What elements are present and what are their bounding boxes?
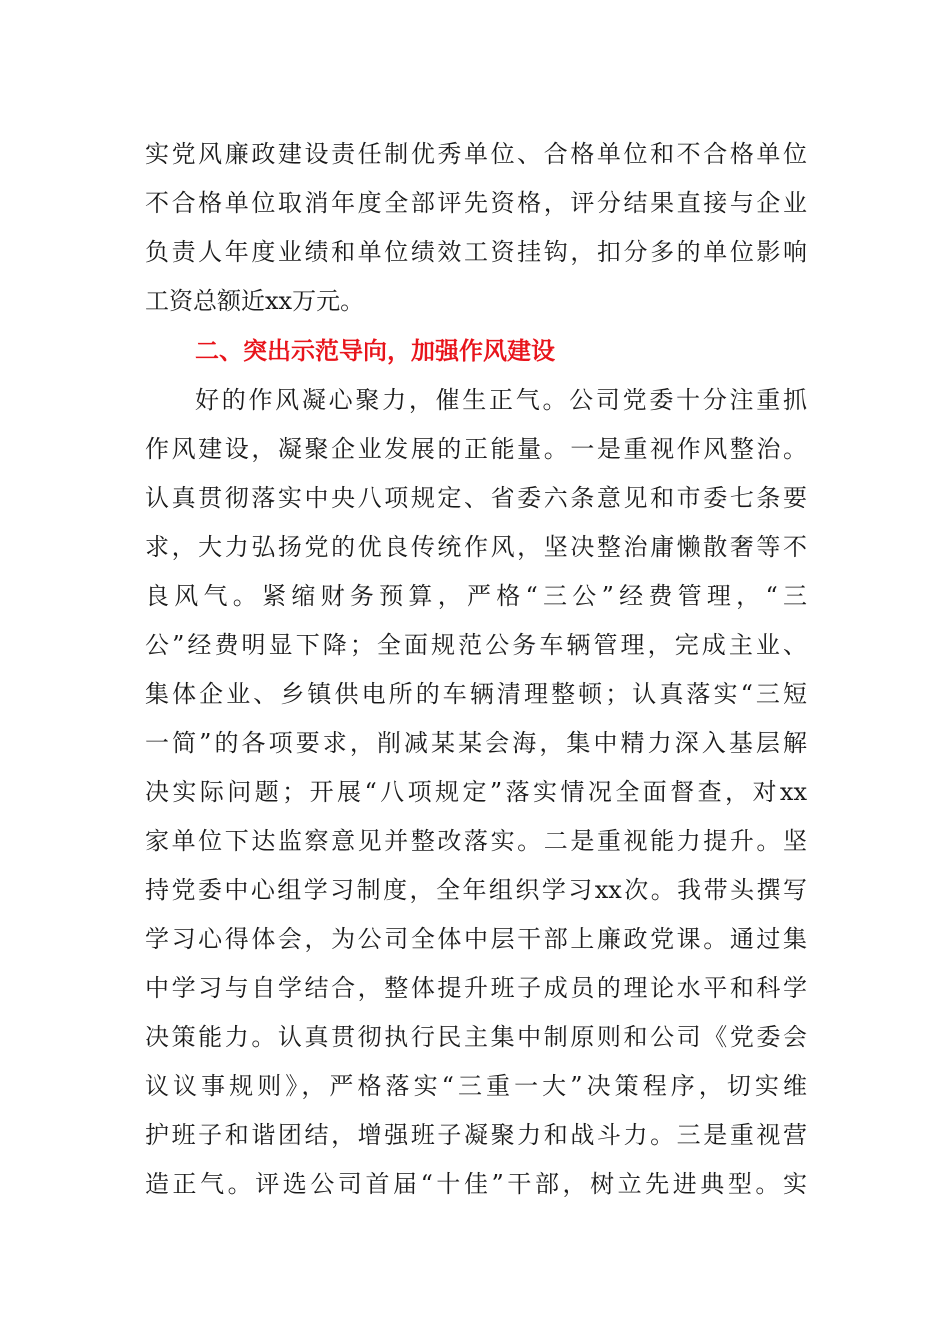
paragraph-2-line-1: 好的作风凝心聚力，催生正气。公司党委十分注重抓 xyxy=(195,386,807,414)
paragraph-2-line-3: 认真贯彻落实中央八项规定、省委六条意见和市委七条要 xyxy=(145,484,807,512)
paragraph-2-line-17: 造正气。评选公司首届“十佳”干部，树立先进典型。实 xyxy=(145,1170,807,1198)
paragraph-2-line-11: 持党委中心组学习制度，全年组织学习xx次。我带头撰写 xyxy=(145,876,807,904)
section-heading: 二、突出示范导向，加强作风建设 xyxy=(195,337,555,365)
paragraph-2-line-8: 一简”的各项要求，削减某某会海，集中精力深入基层解 xyxy=(145,729,807,757)
paragraph-2-line-7: 集体企业、乡镇供电所的车辆清理整顿；认真落实“三短 xyxy=(145,680,807,708)
paragraph-2-line-6: 公”经费明显下降；全面规范公务车辆管理，完成主业、 xyxy=(145,631,807,659)
paragraph-1-line-1: 实党风廉政建设责任制优秀单位、合格单位和不合格单位 xyxy=(145,140,807,168)
paragraph-1-line-2: 不合格单位取消年度全部评先资格，评分结果直接与企业 xyxy=(145,189,807,217)
paragraph-2-line-15: 议议事规则》，严格落实“三重一大”决策程序，切实维 xyxy=(145,1072,807,1100)
paragraph-2-line-14: 决策能力。认真贯彻执行民主集中制原则和公司《党委会 xyxy=(145,1023,807,1051)
paragraph-2-line-4: 求，大力弘扬党的优良传统作风，坚决整治庸懒散奢等不 xyxy=(145,533,807,561)
paragraph-2-line-12: 学习心得体会，为公司全体中层干部上廉政党课。通过集 xyxy=(145,925,807,953)
paragraph-2-line-16: 护班子和谐团结，增强班子凝聚力和战斗力。三是重视营 xyxy=(145,1121,807,1149)
paragraph-2-line-5: 良风气。紧缩财务预算，严格“三公”经费管理，“三 xyxy=(145,582,807,610)
paragraph-2-line-10: 家单位下达监察意见并整改落实。二是重视能力提升。坚 xyxy=(145,827,807,855)
paragraph-2-line-13: 中学习与自学结合，整体提升班子成员的理论水平和科学 xyxy=(145,974,807,1002)
paragraph-1-line-3: 负责人年度业绩和单位绩效工资挂钩，扣分多的单位影响 xyxy=(145,238,807,266)
paragraph-2-line-2: 作风建设，凝聚企业发展的正能量。一是重视作风整治。 xyxy=(145,435,807,463)
paragraph-1-line-4: 工资总额近xx万元。 xyxy=(145,287,365,315)
paragraph-2-line-9: 决实际问题；开展“八项规定”落实情况全面督查，对xx xyxy=(145,778,807,806)
